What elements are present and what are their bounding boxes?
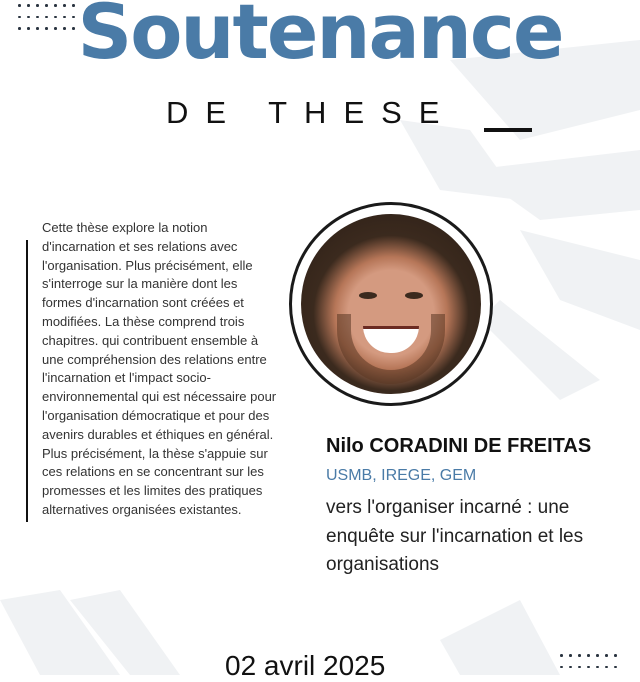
divider — [484, 128, 532, 132]
candidate-name: Nilo CORADINI DE FREITAS — [326, 435, 592, 457]
page-title: Soutenance — [77, 0, 563, 76]
page-subtitle: DE THESE — [166, 95, 457, 130]
thesis-description: Cette thèse explore la notion d'incarnation et ses relations avec l'organisation. Plus précisément, elle s'interroge sur la manière dont les formes d'incarnation sont créées et modifiées. La thèse comprend trois chapitres. qui contribuent ensemble à une compréhension des relations entre l'incarnation et l'impact socio-environnemental qui est nécessaire pour l'organisation démocratique et pour des avenirs durables et éthiques en général. Plus précisément, la thèse s'appuie sur ces relations en se concentrant sur les promesses et les limites des pratiques alternatives organisées existantes. — [42, 220, 277, 517]
dot-grid-bottom-right — [560, 654, 623, 668]
defense-date: 02 avril 2025 — [225, 650, 386, 681]
candidate-photo — [301, 214, 481, 394]
description-accent-bar — [26, 240, 28, 522]
candidate-affiliation: USMB, IREGE, GEM — [326, 467, 477, 484]
thesis-title: vers l'organiser incarné : une enquête sur l'incarnation et les organisations — [326, 497, 584, 575]
candidate-photo-frame — [289, 202, 493, 406]
